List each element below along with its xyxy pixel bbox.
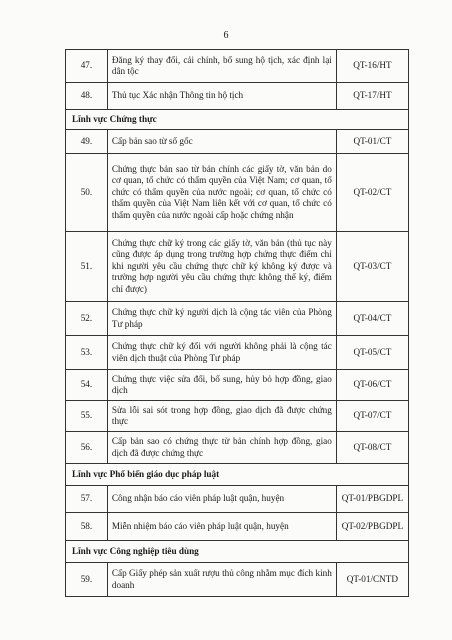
procedure-code: QT-01/PBGDPL — [336, 486, 408, 513]
procedure-code: QT-02/PBGDPL — [336, 513, 408, 541]
row-number: 56. — [66, 432, 108, 464]
table-row — [66, 513, 409, 541]
procedure-name: Cấp bản sao từ sổ gốc — [107, 130, 336, 154]
procedure-name: Chứng thực bản sao từ bản chính các giấy tờ, văn bản do cơ quan, tổ chức có thẩm quyền của Việt Nam; cơ quan, tổ chức có thẩm quyền của nước ngoài; cơ quan, tổ chức có thẩm quyền của Việt Nam liên kết với cơ quan, tổ chức có thẩm quyền của nước ngoài cấp hoặc chứng nhận — [107, 154, 336, 232]
row-number: 49. — [66, 130, 108, 154]
table-row — [66, 370, 409, 401]
section-title: Lĩnh vực Công nghiệp tiêu dùng — [66, 541, 409, 563]
row-number: 57. — [66, 486, 108, 513]
section-row — [66, 464, 409, 486]
procedure-code: QT-04/CT — [336, 302, 408, 336]
procedure-code: QT-07/CT — [336, 401, 408, 432]
table-row — [66, 154, 409, 232]
table-row — [66, 336, 409, 370]
page-number: 6 — [223, 30, 229, 41]
procedure-code: QT-08/CT — [336, 432, 408, 464]
procedure-name: Miễn nhiệm báo cáo viên pháp luật quận, huyện — [107, 513, 336, 541]
procedure-code: QT-05/CT — [336, 336, 408, 370]
table-row — [66, 302, 409, 336]
row-number: 48. — [66, 83, 108, 110]
procedure-code: QT-02/CT — [336, 154, 408, 232]
procedure-name: Sửa lỗi sai sót trong hợp đồng, giao dịch đã được chứng thực — [107, 401, 336, 432]
section-row — [66, 541, 409, 563]
procedure-name: Chứng thực chữ ký người dịch là cộng tác viên của Phòng Tư pháp — [107, 302, 336, 336]
row-number: 58. — [66, 513, 108, 541]
row-number: 47. — [66, 50, 108, 83]
table-row — [66, 50, 409, 83]
section-title: Lĩnh vực Chứng thực — [66, 110, 409, 130]
table-row — [66, 563, 409, 597]
procedure-code: QT-01/CT — [336, 130, 408, 154]
row-number: 52. — [66, 302, 108, 336]
row-number: 59. — [66, 563, 108, 597]
procedure-code: QT-17/HT — [336, 83, 408, 110]
section-title: Lĩnh vực Phổ biến giáo dục pháp luật — [66, 464, 409, 486]
procedure-name: Chứng thực việc sửa đổi, bổ sung, hủy bỏ hợp đồng, giao dịch — [107, 370, 336, 401]
row-number: 50. — [66, 154, 108, 232]
section-row — [66, 110, 409, 130]
row-number: 55. — [66, 401, 108, 432]
table-row — [66, 432, 409, 464]
row-number: 54. — [66, 370, 108, 401]
procedure-code: QT-01/CNTD — [336, 563, 408, 597]
table-row — [66, 401, 409, 432]
table-row — [66, 486, 409, 513]
procedure-name: Cấp Giấy phép sản xuất rượu thủ công nhằm mục đích kinh doanh — [107, 563, 336, 597]
row-number: 51. — [66, 232, 108, 302]
procedure-code: QT-03/CT — [336, 232, 408, 302]
procedure-table — [65, 49, 409, 597]
procedure-code: QT-16/HT — [336, 50, 408, 83]
procedure-name: Chứng thực chữ ký đối với người không phải là cộng tác viên dịch thuật của Phòng Tư pháp — [107, 336, 336, 370]
procedure-code: QT-06/CT — [336, 370, 408, 401]
procedure-name: Cấp bản sao có chứng thực từ bản chính hợp đồng, giao dịch đã được chứng thực — [107, 432, 336, 464]
table-row — [66, 83, 409, 110]
procedure-name: Thủ tục Xác nhận Thông tin hộ tịch — [107, 83, 336, 110]
table-row — [66, 232, 409, 302]
procedure-table-body — [66, 50, 409, 597]
procedure-name: Chứng thực chữ ký trong các giấy tờ, văn bản (thủ tục này cũng được áp dụng trong trường hợp chứng thực điểm chỉ khi người yêu cầu chứng thực chữ ký không ký được và trường hợp người yêu cầu chứng thực không thể ký, điểm chỉ được) — [107, 232, 336, 302]
row-number: 53. — [66, 336, 108, 370]
procedure-name: Công nhận báo cáo viên pháp luật quận, huyện — [107, 486, 336, 513]
procedure-name: Đăng ký thay đổi, cải chính, bổ sung hộ tịch, xác định lại dân tộc — [107, 50, 336, 83]
table-row — [66, 130, 409, 154]
